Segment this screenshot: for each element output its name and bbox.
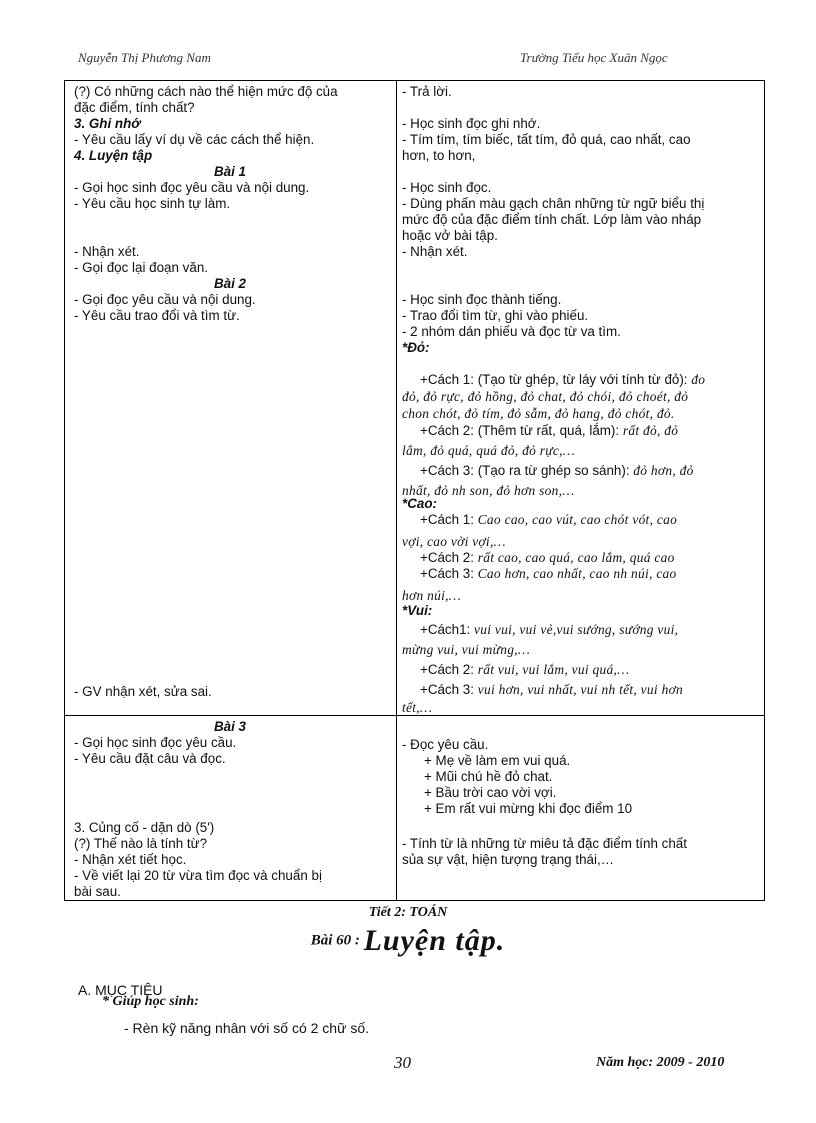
sentence-1: + Mẹ về làm em vui quá. xyxy=(424,753,571,768)
period-label: Tiết 2: TOÁN xyxy=(368,905,448,920)
section-ghi-nho: 3. Ghi nhớ xyxy=(74,116,141,131)
teacher-question-cont: đặc điểm, tính chất? xyxy=(74,100,195,115)
cao-way-1: +Cách 1: Cao cao, cao vút, cao chót vót, cao xyxy=(420,512,678,527)
table-column-divider xyxy=(396,80,397,901)
do-way-1-cont: đỏ, đỏ rực, đỏ hồng, đỏ chat, đỏ chói, đỏ choét, đỏ xyxy=(402,389,689,404)
school-year: Năm học: 2009 - 2010 xyxy=(596,1055,725,1070)
group-do-label: *Đỏ: xyxy=(402,340,430,355)
do-way-2-cont: lắm, đỏ quá, quá đỏ, đỏ rực,… xyxy=(402,443,575,458)
page-number: 30 xyxy=(394,1053,411,1072)
student-line: - Trả lời. xyxy=(402,84,452,99)
teacher-line: - Yêu cầu học sinh tự làm. xyxy=(74,196,231,211)
cao-way-1-cont: vợi, cao vời vợi,… xyxy=(402,534,506,549)
student-line: - Học sinh đọc thành tiếng. xyxy=(402,292,562,307)
sentence-3: + Bầu trời cao vời vợi. xyxy=(424,785,557,800)
blank-line xyxy=(74,212,338,228)
lesson-number: Bài 60 : xyxy=(310,932,360,949)
teacher-activities-2 xyxy=(74,719,246,767)
teacher-line: - Gọi học sinh đọc yêu cầu. xyxy=(74,735,237,750)
section-cung-co: 3. Củng cố - dặn dò (5') xyxy=(74,820,215,835)
group-vui-label: *Vui: xyxy=(402,603,433,618)
table-right-border xyxy=(764,80,765,901)
vui-way-2: +Cách 2: rất vui, vui lắm, vui quá,… xyxy=(420,662,630,677)
student-line: hơn, to hơn, xyxy=(402,148,476,163)
teacher-line: - Nhận xét. xyxy=(74,244,140,259)
table-left-border xyxy=(64,80,65,901)
objectives-heading: A. MỤC TIÊU xyxy=(78,982,163,998)
teacher-line: - Yêu cầu lấy ví dụ về các cách thể hiện. xyxy=(74,132,315,147)
do-way-2: +Cách 2: (Thêm từ rất, quá, lắm): rất đỏ, đỏ xyxy=(420,423,679,438)
teacher-line: - Gọi học sinh đọc yêu cầu và nội dung. xyxy=(74,180,310,195)
teacher-question: (?) Thế nào là tính từ? xyxy=(74,836,208,851)
objectives-subheading: * Giúp học sinh: xyxy=(102,994,199,1009)
student-line: mức độ của đặc điểm tính chất. Lớp làm vào nháp xyxy=(402,212,702,227)
blank-line xyxy=(402,276,704,292)
student-activities-1 xyxy=(402,84,704,356)
homework-line: - Về viết lại 20 từ vừa tìm đọc và chuẩn bị xyxy=(74,868,322,883)
blank-line xyxy=(74,228,338,244)
section-luyen-tap: 4. Luyện tập xyxy=(74,148,153,163)
teacher-line: - Gọi đọc lại đoạn văn. xyxy=(74,260,208,275)
student-line: - Trao đổi tìm từ, ghi vào phiếu. xyxy=(402,308,589,323)
vui-way-3-cont: tết,… xyxy=(402,700,433,714)
teacher-activities-1 xyxy=(74,84,338,324)
school-header: Trường Tiểu học Xuân Ngọc xyxy=(520,50,668,65)
teacher-line: - Yêu cầu trao đổi và tìm từ. xyxy=(74,308,240,323)
lesson-title: Luyện tập. xyxy=(363,924,506,957)
blank-line xyxy=(402,100,704,116)
group-cao-label: *Cao: xyxy=(402,496,437,511)
student-activities-2 xyxy=(402,737,632,817)
exercise-1-heading: Bài 1 xyxy=(214,164,247,179)
vui-way-1-cont: mừng vui, vui mừng,… xyxy=(402,642,531,657)
teacher-line: - Gọi đọc yêu cầu và nội dung. xyxy=(74,292,256,307)
objective-item: - Rèn kỹ năng nhân với số có 2 chữ số. xyxy=(124,1020,370,1036)
table-row-divider xyxy=(64,715,764,716)
teacher-line: - Nhận xét tiết học. xyxy=(74,852,187,867)
student-line: - Học sinh đọc ghi nhớ. xyxy=(402,116,541,131)
teacher-line: - Yêu cầu đặt câu và đọc. xyxy=(74,751,226,766)
vui-examples xyxy=(402,622,683,714)
table-top-border xyxy=(64,80,764,81)
student-line: - Dùng phấn màu gạch chân những từ ngữ biểu thị xyxy=(402,196,705,211)
cao-examples xyxy=(402,512,677,604)
student-answer xyxy=(402,836,687,868)
sentence-4: + Em rất vui mừng khi đọc điểm 10 xyxy=(424,801,633,816)
cao-way-2: +Cách 2: rất cao, cao quá, cao lắm, quá cao xyxy=(420,550,675,565)
blank-line xyxy=(402,164,704,180)
do-way-1-cont: chon chót, đỏ tím, đỏ sẫm, đỏ hang, đỏ chót, đỏ. xyxy=(402,406,675,421)
exercise-3-heading: Bài 3 xyxy=(214,719,247,734)
cao-way-3: +Cách 3: Cao hơn, cao nhất, cao nh núi, cao xyxy=(420,566,677,581)
student-line: sủa sự vật, hiện tượng trạng thái,… xyxy=(402,852,615,867)
sentence-2: + Mũi chú hề đỏ chat. xyxy=(424,769,553,784)
student-line: - Học sinh đọc. xyxy=(402,180,492,195)
do-way-1: +Cách 1: (Tạo từ ghép, từ láy với tính từ đỏ): đo xyxy=(420,372,706,387)
author-header: Nguyễn Thị Phương Nam xyxy=(78,50,211,65)
vui-way-1: +Cách1: vui vui, vui vẻ,vui sướng, sướng vui, xyxy=(420,622,679,637)
student-line: - Nhận xét. xyxy=(402,244,468,259)
do-way-3: +Cách 3: (Tạo ra từ ghép so sánh): đỏ hơn, đỏ xyxy=(420,463,694,478)
vui-way-3: +Cách 3: vui hơn, vui nhất, vui nh tết, vui hơn xyxy=(420,682,684,697)
student-line: - Đọc yêu cầu. xyxy=(402,737,489,752)
homework-line-cont: bài sau. xyxy=(74,884,121,899)
student-line: - Tím tím, tím biếc, tất tím, đỏ quá, cao nhất, cao xyxy=(402,132,691,147)
blank-line xyxy=(402,260,704,276)
do-examples xyxy=(402,372,705,503)
consolidation xyxy=(74,820,322,900)
teacher-question: (?) Có những cách nào thể hiện mức độ của xyxy=(74,84,338,99)
table-bottom-border xyxy=(64,900,764,901)
exercise-2-heading: Bài 2 xyxy=(214,276,247,291)
do-way-3-cont: nhất, đỏ nh son, đỏ hơn son,… xyxy=(402,483,575,498)
student-line: - Tính từ là những từ miêu tả đặc điểm tính chất xyxy=(402,836,687,851)
student-line: hoặc vở bài tập. xyxy=(402,228,498,243)
lesson-title-line xyxy=(0,924,816,958)
cao-way-3-cont: hơn núi,… xyxy=(402,588,461,603)
teacher-feedback: - GV nhận xét, sửa sai. xyxy=(74,684,212,699)
student-line: - 2 nhóm dán phiếu và đọc từ va tìm. xyxy=(402,324,621,339)
